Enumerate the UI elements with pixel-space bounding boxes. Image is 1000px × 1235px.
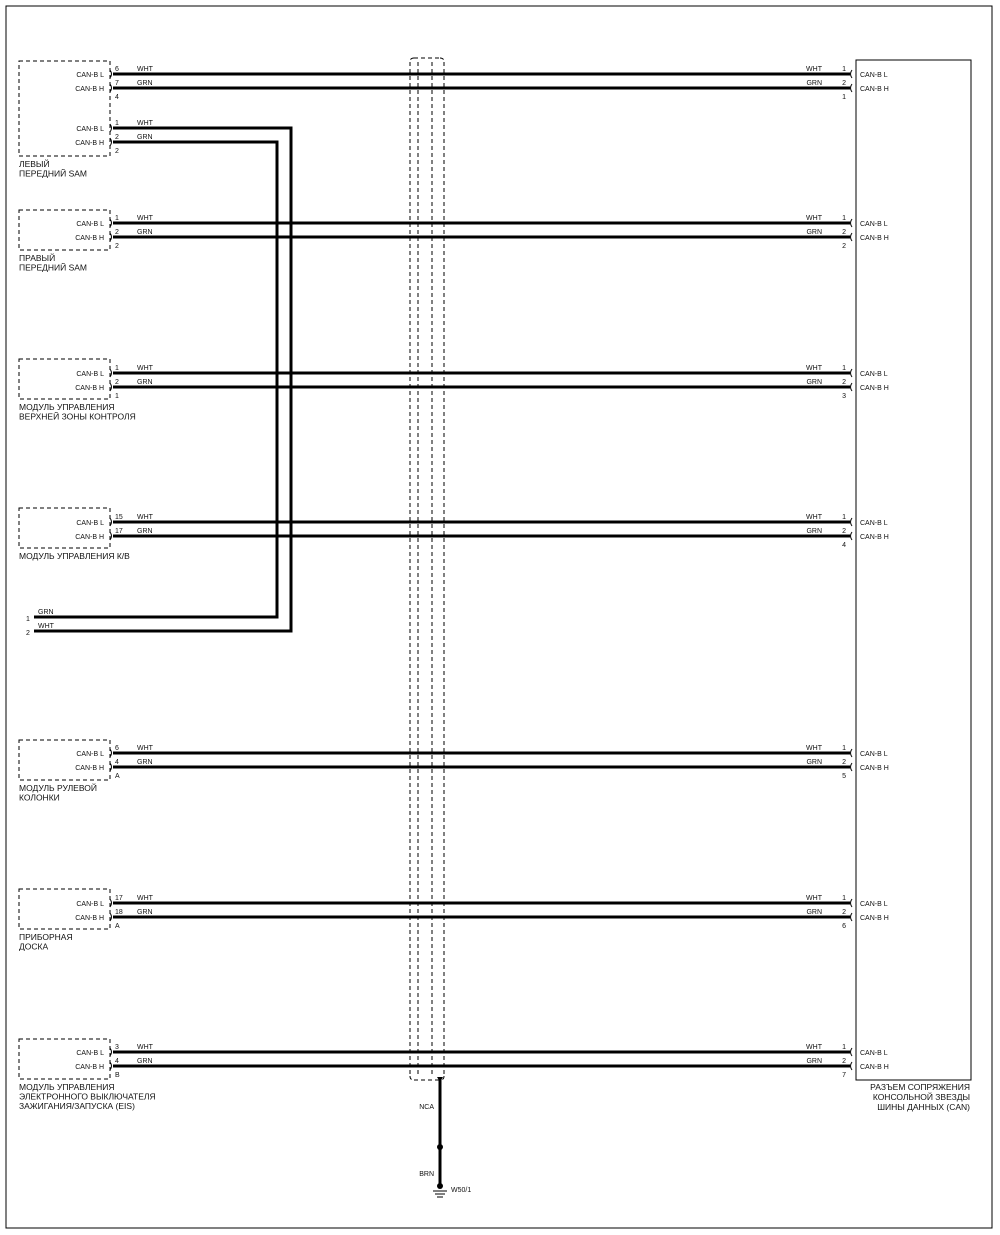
module-name-line: МОДУЛЬ УПРАВЛЕНИЯ К/В: [19, 551, 130, 561]
connector-l-terminal: [851, 518, 853, 526]
connector-h-signal: CAN-B H: [860, 86, 889, 93]
connector-box: [856, 60, 971, 1080]
module-name-line: ПЕРЕДНИЙ SAM: [19, 168, 88, 179]
connector-l-pin: 1: [842, 1044, 846, 1051]
connector-h-terminal: [851, 763, 853, 771]
brn-label: BRN: [419, 1171, 434, 1178]
module-l-signal: CAN-B L: [76, 371, 104, 378]
ext-grn-pin: 1: [26, 616, 30, 623]
module-l-pin: 3: [115, 1044, 119, 1051]
sam2-sub-pin: 2: [115, 148, 119, 155]
connector-l-signal: CAN-B L: [860, 751, 888, 758]
connector-label-1: РАЗЪЕМ СОПРЯЖЕНИЯ: [870, 1082, 970, 1092]
connector-l-color: WHT: [806, 365, 822, 372]
module-name-line: ПЕРЕДНИЙ SAM: [19, 262, 88, 273]
connector-l-color: WHT: [806, 514, 822, 521]
module-box: [19, 210, 110, 250]
module-l-signal: CAN-B L: [76, 520, 104, 527]
connector-l-pin: 1: [842, 895, 846, 902]
module-l-color: WHT: [137, 1044, 153, 1051]
module-box: [19, 359, 110, 399]
module-row: [19, 359, 889, 422]
module-h-pin: 17: [115, 528, 123, 535]
connector-sub-pin: 4: [842, 542, 846, 549]
sam2-h-wire: [34, 142, 277, 617]
module-name-line: ЛЕВЫЙ: [19, 159, 50, 169]
module-h-terminal: [110, 84, 112, 92]
module-h-pin: 2: [115, 379, 119, 386]
connector-l-terminal: [851, 369, 853, 377]
module-h-terminal: [110, 233, 112, 241]
module-h-color: GRN: [137, 1058, 153, 1065]
connector-l-pin: 1: [842, 745, 846, 752]
shield-corner-bl: [410, 1076, 414, 1080]
module-row: [19, 889, 889, 952]
module-l-signal: CAN-B L: [76, 901, 104, 908]
nca-label: NCA: [419, 1104, 434, 1111]
ground-ref-label: W50/1: [451, 1187, 472, 1194]
module-sub-pin: 1: [115, 393, 119, 400]
connector-l-signal: CAN-B L: [860, 72, 888, 79]
connector-l-signal: CAN-B L: [860, 520, 888, 527]
module-name-line: МОДУЛЬ УПРАВЛЕНИЯ: [19, 1082, 115, 1092]
sam2-h-color: GRN: [137, 134, 153, 141]
module-name-line: МОДУЛЬ УПРАВЛЕНИЯ: [19, 402, 115, 412]
module-name-line: МОДУЛЬ РУЛЕВОЙ: [19, 783, 97, 793]
module-h-color: GRN: [137, 229, 153, 236]
module-row: [19, 740, 889, 803]
connector-h-signal: CAN-B H: [860, 915, 889, 922]
connector-h-pin: 2: [842, 759, 846, 766]
module-sub-pin: 2: [115, 243, 119, 250]
module-l-pin: 6: [115, 66, 119, 73]
module-name-line: ДОСКА: [19, 941, 49, 952]
module-sub-pin: B: [115, 1072, 120, 1079]
module-sub-pin: A: [115, 923, 120, 930]
connector-h-color: GRN: [806, 379, 822, 386]
connector-h-pin: 2: [842, 1058, 846, 1065]
sam2-h-pin: 2: [115, 134, 119, 141]
module-h-pin: 2: [115, 229, 119, 236]
connector-sub-pin: 1: [842, 94, 846, 101]
connector-h-color: GRN: [806, 229, 822, 236]
connector-h-color: GRN: [806, 528, 822, 535]
module-h-color: GRN: [137, 80, 153, 87]
sam2-l-signal: CAN-B L: [76, 126, 104, 133]
sam2-l-color: WHT: [137, 120, 153, 127]
connector-h-terminal: [851, 532, 853, 540]
connector-sub-pin: 6: [842, 923, 846, 930]
shield-outline: [410, 58, 444, 1080]
sam2-h-signal: CAN-B H: [75, 140, 104, 147]
module-h-color: GRN: [137, 528, 153, 535]
shield-corner-tl: [410, 58, 414, 62]
module-l-pin: 1: [115, 365, 119, 372]
module-name-line: ВЕРХНЕЙ ЗОНЫ КОНТРОЛЯ: [19, 411, 136, 422]
splice-dot: [437, 1144, 443, 1150]
connector-l-signal: CAN-B L: [860, 221, 888, 228]
connector-l-color: WHT: [806, 66, 822, 73]
module-h-pin: 18: [115, 909, 123, 916]
module-h-color: GRN: [137, 909, 153, 916]
module-l-signal: CAN-B L: [76, 221, 104, 228]
module-box: [19, 508, 110, 548]
module-l-color: WHT: [137, 895, 153, 902]
module-l-pin: 17: [115, 895, 123, 902]
module-h-terminal: [110, 763, 112, 771]
module-l-terminal: [110, 219, 112, 227]
connector-h-pin: 2: [842, 909, 846, 916]
connector-l-signal: CAN-B L: [860, 901, 888, 908]
connector-h-signal: CAN-B H: [860, 235, 889, 242]
connector-l-terminal: [851, 1048, 853, 1056]
connector-h-pin: 2: [842, 528, 846, 535]
connector-h-pin: 2: [842, 80, 846, 87]
connector-l-color: WHT: [806, 895, 822, 902]
connector-l-pin: 1: [842, 215, 846, 222]
module-name-line: КОЛОНКИ: [19, 792, 60, 803]
module-box: [19, 1039, 110, 1079]
ext-grn-color: GRN: [38, 609, 54, 616]
module-l-pin: 6: [115, 745, 119, 752]
cable-shield: [410, 58, 444, 1080]
module-h-color: GRN: [137, 379, 153, 386]
module-l-color: WHT: [137, 66, 153, 73]
module-l-terminal: [110, 749, 112, 757]
module-row: [19, 508, 889, 561]
connector-h-terminal: [851, 233, 853, 241]
module-h-color: GRN: [137, 759, 153, 766]
module-h-signal: CAN-B H: [75, 765, 104, 772]
module-box: [19, 889, 110, 929]
module-h-signal: CAN-B H: [75, 1064, 104, 1071]
connector-l-terminal: [851, 219, 853, 227]
ground-icon: [433, 1183, 447, 1197]
connector-sub-pin: 7: [842, 1072, 846, 1079]
connector-sub-pin: 3: [842, 393, 846, 400]
connector-h-color: GRN: [806, 1058, 822, 1065]
connector-h-signal: CAN-B H: [860, 534, 889, 541]
connector-h-signal: CAN-B H: [860, 1064, 889, 1071]
module-name-line: ПРИБОРНАЯ: [19, 932, 73, 942]
connector-h-terminal: [851, 84, 853, 92]
connector-l-color: WHT: [806, 745, 822, 752]
connector-h-pin: 2: [842, 229, 846, 236]
module-rows: [19, 61, 889, 1111]
module-l-terminal: [110, 70, 112, 78]
connector-l-pin: 1: [842, 514, 846, 521]
module-name-line: ЭЛЕКТРОННОГО ВЫКЛЮЧАТЕЛЯ: [19, 1091, 156, 1102]
connector-sub-pin: 5: [842, 773, 846, 780]
module-h-pin: 4: [115, 759, 119, 766]
connector-h-signal: CAN-B H: [860, 385, 889, 392]
connector-l-terminal: [851, 749, 853, 757]
module-l-signal: CAN-B L: [76, 751, 104, 758]
connector-h-color: GRN: [806, 759, 822, 766]
module-h-signal: CAN-B H: [75, 534, 104, 541]
module-sub-pin: A: [115, 773, 120, 780]
module-h-terminal: [110, 1062, 112, 1070]
ground-node: [437, 1183, 443, 1189]
connector-l-terminal: [851, 70, 853, 78]
connector-l-pin: 1: [842, 66, 846, 73]
module-h-signal: CAN-B H: [75, 385, 104, 392]
module-l-pin: 15: [115, 514, 123, 521]
connector-l-color: WHT: [806, 1044, 822, 1051]
module-l-terminal: [110, 1048, 112, 1056]
can-star-connector: [856, 60, 971, 1112]
external-pins: [26, 609, 55, 637]
module-h-signal: CAN-B H: [75, 915, 104, 922]
connector-label-2: КОНСОЛЬНОЙ ЗВЕЗДЫ: [872, 1092, 970, 1102]
module-l-pin: 1: [115, 215, 119, 222]
module-row: [19, 210, 889, 273]
module-name-line: ЗАЖИГАНИЯ/ЗАПУСКА (EIS): [19, 1101, 135, 1111]
connector-h-signal: CAN-B H: [860, 765, 889, 772]
module-l-color: WHT: [137, 745, 153, 752]
connector-label-3: ШИНЫ ДАННЫХ (CAN): [877, 1102, 970, 1112]
module-h-pin: 4: [115, 1058, 119, 1065]
module-h-pin: 7: [115, 80, 119, 87]
shield-corner-tr: [440, 58, 444, 62]
module-h-signal: CAN-B H: [75, 86, 104, 93]
connector-h-color: GRN: [806, 909, 822, 916]
connector-l-pin: 1: [842, 365, 846, 372]
module-h-signal: CAN-B H: [75, 235, 104, 242]
connector-h-terminal: [851, 383, 853, 391]
connector-l-signal: CAN-B L: [860, 1050, 888, 1057]
connector-h-terminal: [851, 1062, 853, 1070]
connector-h-terminal: [851, 913, 853, 921]
module-sub-pin: 4: [115, 94, 119, 101]
module-l-color: WHT: [137, 365, 153, 372]
connector-l-signal: CAN-B L: [860, 371, 888, 378]
module-l-signal: CAN-B L: [76, 72, 104, 79]
module-box: [19, 740, 110, 780]
ext-wht-pin: 2: [26, 630, 30, 637]
connector-l-terminal: [851, 899, 853, 907]
ground-branch: [419, 1077, 471, 1197]
module-l-signal: CAN-B L: [76, 1050, 104, 1057]
connector-h-pin: 2: [842, 379, 846, 386]
module-row: [19, 1039, 889, 1111]
module-l-color: WHT: [137, 215, 153, 222]
module-l-color: WHT: [137, 514, 153, 521]
module-name-line: ПРАВЫЙ: [19, 253, 56, 263]
ext-wht-color: WHT: [38, 623, 54, 630]
connector-h-color: GRN: [806, 80, 822, 87]
sam2-l-pin: 1: [115, 120, 119, 127]
connector-sub-pin: 2: [842, 243, 846, 250]
connector-l-color: WHT: [806, 215, 822, 222]
